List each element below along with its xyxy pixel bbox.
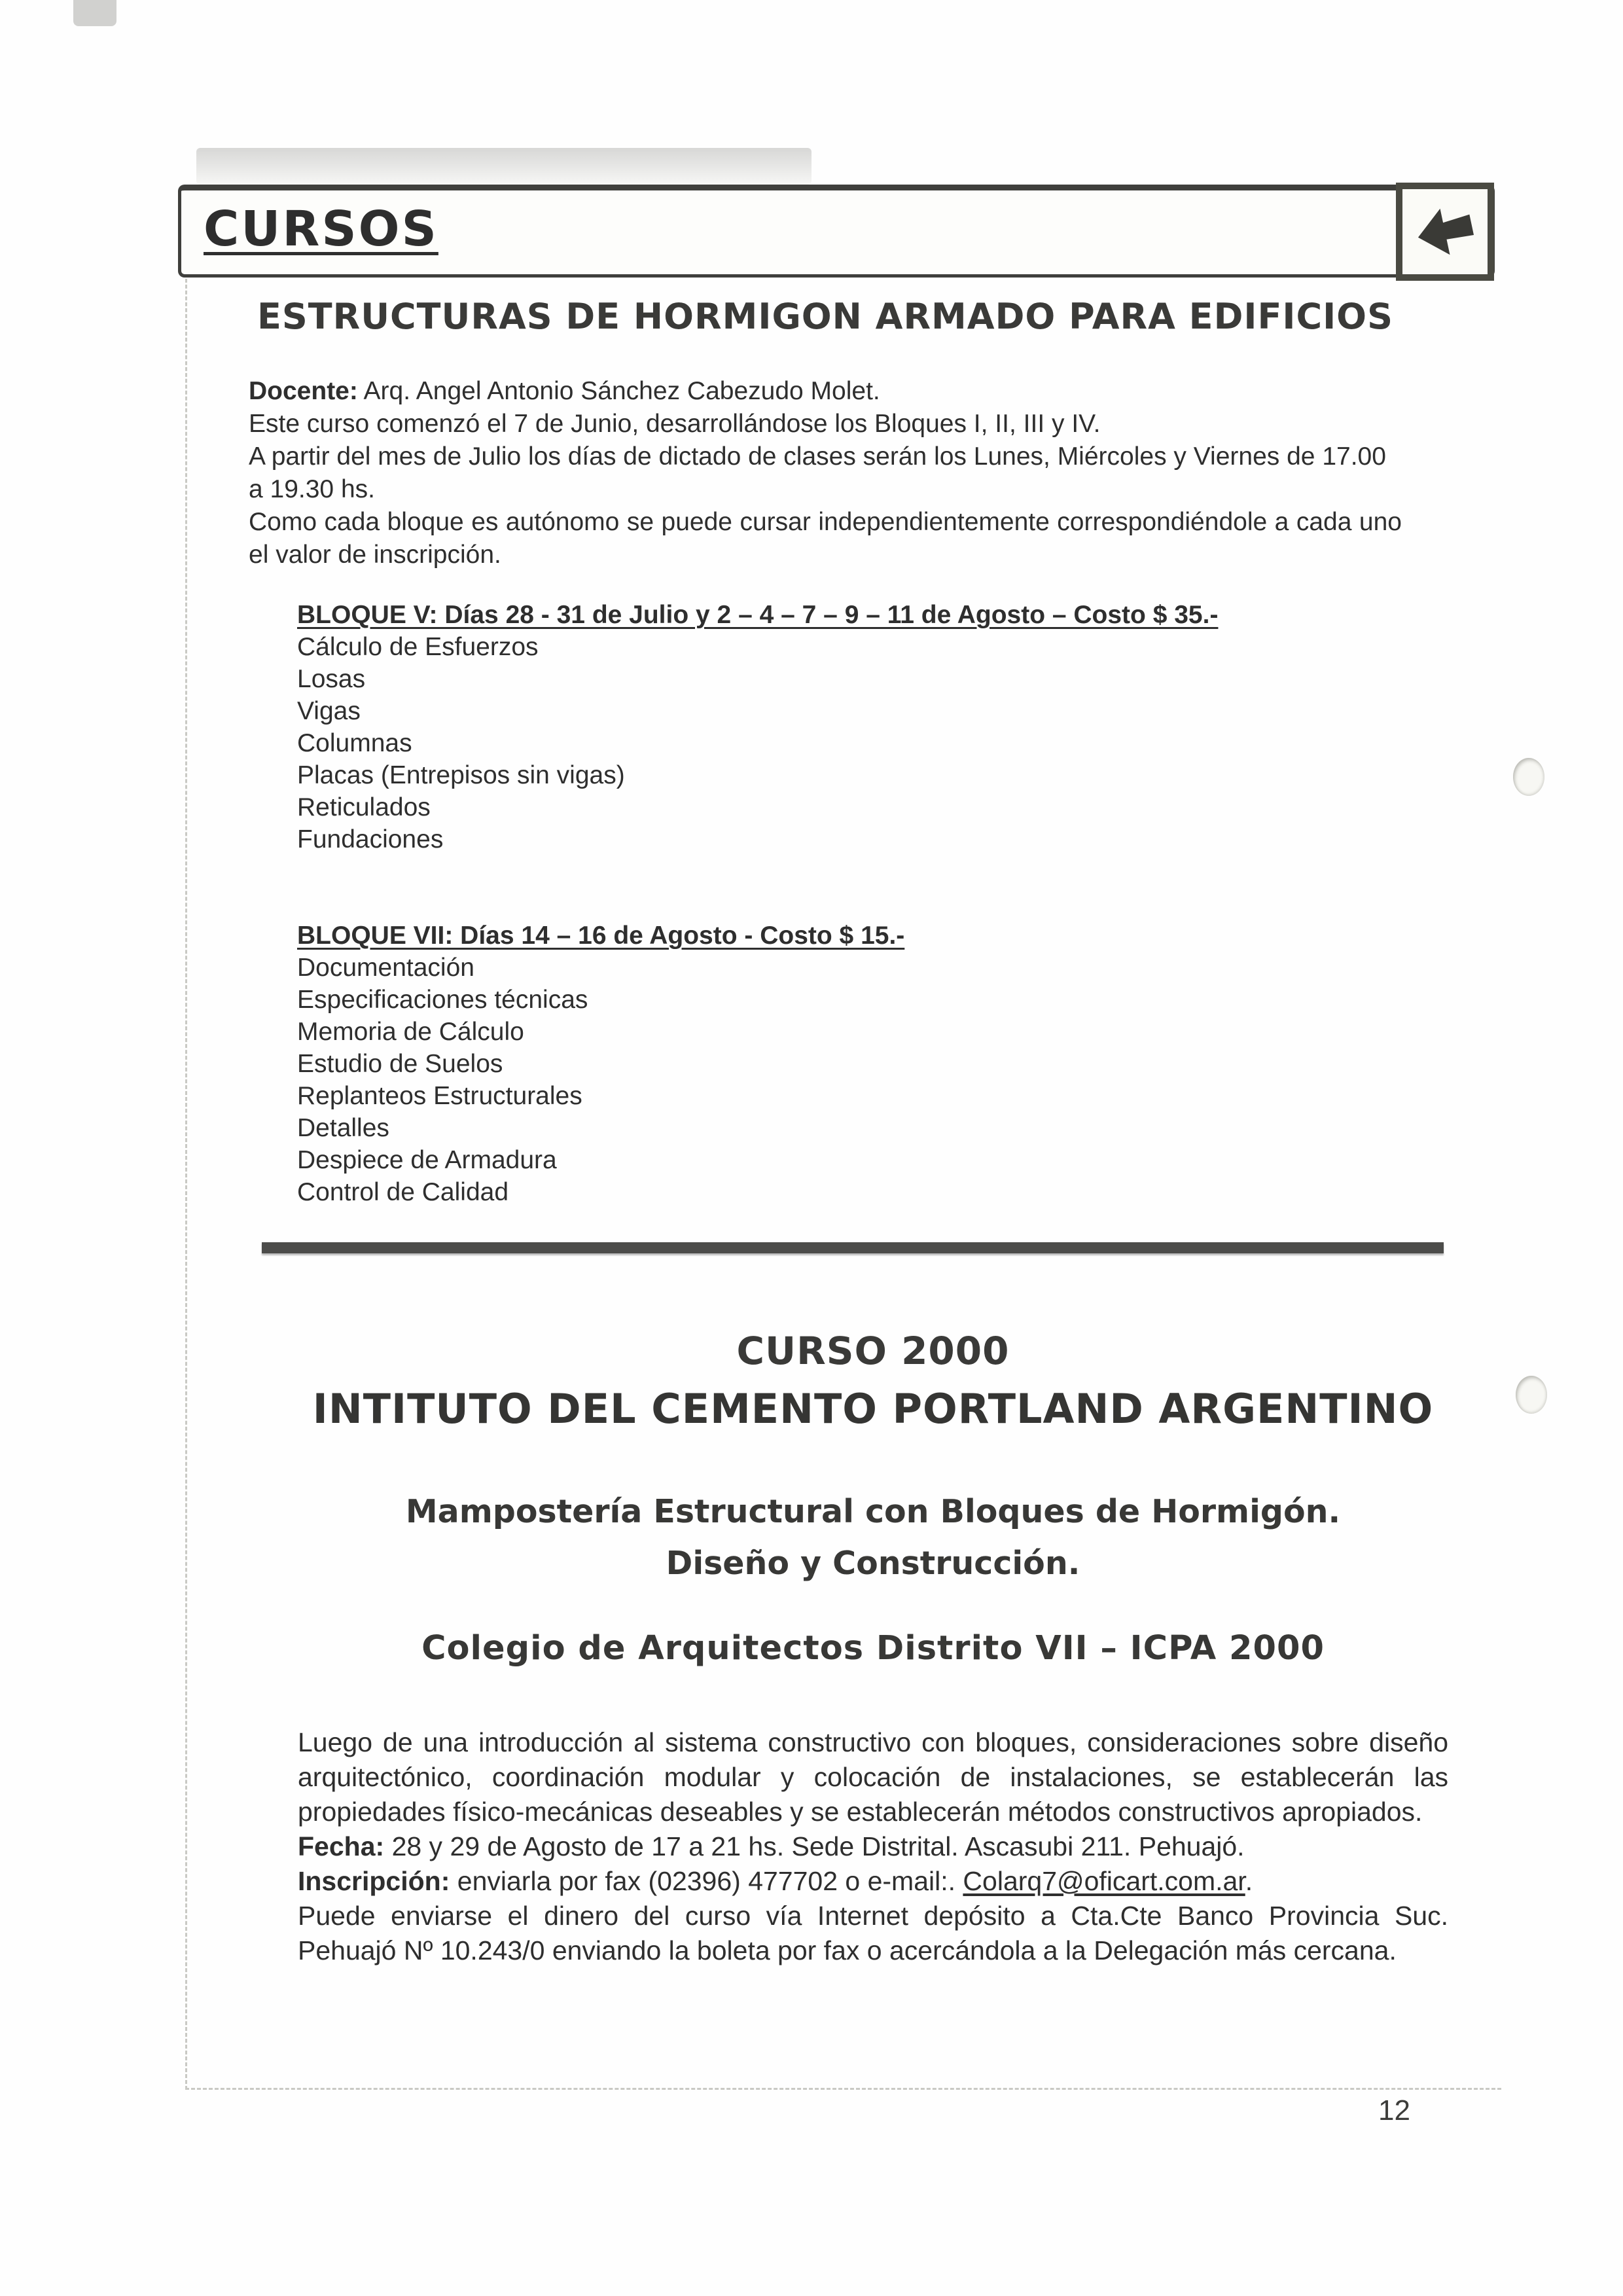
list-item-label: Reticulados — [297, 793, 431, 821]
bloque-v-heading-row — [260, 599, 1402, 631]
docente-line — [249, 375, 1402, 408]
bloque-v-list — [249, 631, 1402, 855]
hole-punch — [1513, 758, 1544, 796]
course-1-intro — [249, 375, 1402, 571]
list-item-label: Control de Calidad — [297, 1178, 509, 1206]
email-suffix: . — [1245, 1866, 1253, 1896]
list-item-label: Columnas — [297, 729, 412, 757]
inscripcion-text: enviarla por fax (02396) 477702 o e-mail:. — [457, 1866, 956, 1896]
list-item — [260, 727, 1402, 759]
back-arrow-icon — [1406, 193, 1484, 271]
docente-value: Arq. Angel Antonio Sánchez Cabezudo Molet. — [363, 377, 880, 405]
bullet-icon — [260, 1157, 268, 1164]
list-item — [260, 823, 1402, 855]
bloque-vii-block — [249, 920, 1402, 1208]
bloque-vii-heading-row — [260, 920, 1402, 952]
list-item — [260, 1080, 1402, 1112]
bullet-icon — [260, 964, 268, 972]
docente-label: Docente: — [249, 377, 358, 405]
fecha-label: Fecha: — [298, 1831, 385, 1861]
bullet-icon — [260, 611, 268, 619]
intro-paragraph: A partir del mes de Julio los días de dictado de clases serán los Lunes, Miércoles y Viernes de 17.00 a 19.30 hs. — [249, 442, 1386, 503]
list-item — [260, 631, 1402, 663]
course-2-body: Luego de una introducción al sistema constructivo con bloques, consideraciones sobre diseño arquitectónico, coordinación modular y colocación de instalaciones, se establecerán las propiedades físico-mecánicas deseables y se establecerán métodos constructivos apropiados. — [298, 1727, 1448, 1827]
course-2-subtitle-2: Diseño y Construcción. — [666, 1545, 1080, 1582]
intro-paragraph: Como cada bloque es autónomo se puede cursar independientemente correspondiéndole a cada uno el valor de inscripción. — [249, 508, 1402, 569]
bullet-icon — [260, 836, 268, 844]
payment-paragraph: Puede enviarse el dinero del curso vía Internet depósito a Cta.Cte Banco Provincia Suc. Pehuajó Nº 10.243/0 enviando la boleta por fax o acercándola a la Delegación más cercana. — [298, 1901, 1448, 1965]
list-item — [260, 791, 1402, 823]
back-arrow-box — [1396, 183, 1494, 281]
scan-artifact-corner — [73, 0, 116, 26]
email-link: Colarq7@oficart.com.ar — [963, 1866, 1245, 1896]
bullet-icon — [260, 804, 268, 812]
hole-punch — [1516, 1376, 1547, 1414]
course-1-title: ESTRUCTURAS DE HORMIGON ARMADO PARA EDIFICIOS — [257, 296, 1393, 337]
list-item — [260, 984, 1402, 1016]
bloque-v-block — [249, 599, 1402, 855]
list-item — [260, 695, 1402, 727]
bullet-icon — [260, 643, 268, 651]
course-2-heading-1: CURSO 2000 — [736, 1329, 1010, 1373]
fecha-value: 28 y 29 de Agosto de 17 a 21 hs. Sede Distrital. Ascasubi 211. Pehuajó. — [391, 1831, 1245, 1861]
bullet-icon — [260, 772, 268, 780]
list-item-label: Especificaciones técnicas — [297, 986, 588, 1014]
bloque-v-heading: BLOQUE V: Días 28 - 31 de Julio y 2 – 4 – 7 – 9 – 11 de Agosto – Costo $ 35.- — [297, 601, 1219, 629]
list-item — [260, 759, 1402, 791]
list-item — [260, 1048, 1402, 1080]
bullet-icon — [260, 1092, 268, 1100]
bullet-icon — [260, 1189, 268, 1196]
course-2-section — [298, 1329, 1448, 1968]
bloque-vii-heading: BLOQUE VII: Días 14 – 16 de Agosto - Costo $ 15.- — [297, 922, 905, 950]
list-item-label: Memoria de Cálculo — [297, 1018, 524, 1046]
bullet-icon — [260, 708, 268, 715]
course-2-subtitle-1: Mampostería Estructural con Bloques de Hormigón. — [405, 1493, 1341, 1530]
bullet-icon — [260, 675, 268, 683]
list-item-label: Losas — [297, 665, 366, 693]
inscripcion-label: Inscripción: — [298, 1866, 450, 1896]
list-item-label: Estudio de Suelos — [297, 1050, 503, 1078]
bullet-icon — [260, 740, 268, 747]
page-number: 12 — [1378, 2094, 1410, 2126]
course-1-section — [249, 296, 1402, 1208]
bloque-vii-list — [249, 952, 1402, 1208]
scan-artifact-top — [196, 148, 812, 185]
list-item — [260, 1016, 1402, 1048]
section-divider — [262, 1242, 1444, 1253]
list-item — [260, 1112, 1402, 1144]
list-item-label: Detalles — [297, 1114, 389, 1142]
section-header-bar — [178, 185, 1495, 278]
list-item — [260, 1144, 1402, 1176]
course-2-heading-2: INTITUTO DEL CEMENTO PORTLAND ARGENTINO — [312, 1385, 1434, 1433]
list-item-label: Despiece de Armadura — [297, 1146, 557, 1174]
fecha-line — [298, 1829, 1448, 1864]
intro-paragraph: Este curso comenzó el 7 de Junio, desarrollándose los Bloques I, II, III y IV. — [249, 410, 1101, 438]
bullet-icon — [260, 1028, 268, 1036]
list-item — [260, 663, 1402, 695]
bullet-icon — [260, 932, 268, 940]
bullet-icon — [260, 1124, 268, 1132]
list-item — [260, 1176, 1402, 1208]
inscripcion-line — [298, 1864, 1448, 1899]
bullet-icon — [260, 996, 268, 1004]
list-item-label: Documentación — [297, 954, 474, 982]
page-title: CURSOS — [204, 201, 438, 257]
list-item — [260, 952, 1402, 984]
bullet-icon — [260, 1060, 268, 1068]
list-item-label: Vigas — [297, 697, 361, 725]
list-item-label: Fundaciones — [297, 825, 444, 853]
list-item-label: Cálculo de Esfuerzos — [297, 633, 539, 661]
list-item-label: Replanteos Estructurales — [297, 1082, 582, 1110]
list-item-label: Placas (Entrepisos sin vigas) — [297, 761, 625, 789]
course-2-subtitle-3: Colegio de Arquitectos Distrito VII – ICPA 2000 — [421, 1629, 1325, 1668]
